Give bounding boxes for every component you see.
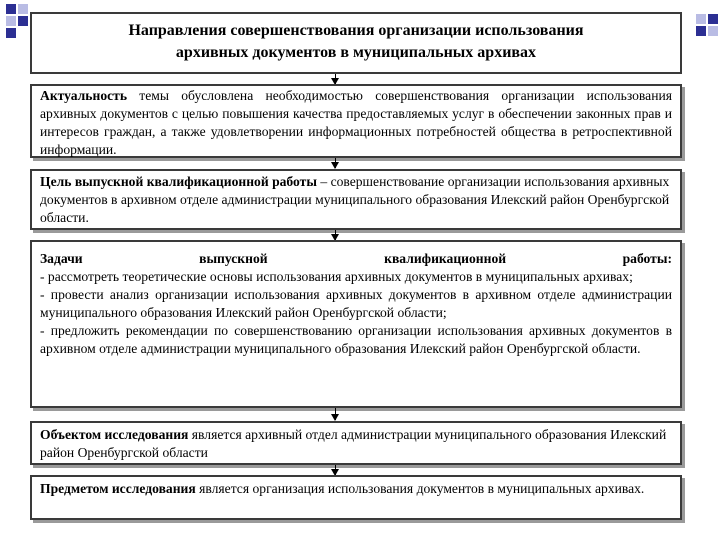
subject-box bbox=[30, 475, 682, 520]
arrow-connector bbox=[335, 74, 336, 84]
corner-square-decor bbox=[696, 14, 706, 24]
object-box bbox=[30, 421, 682, 465]
arrow-connector bbox=[335, 158, 336, 168]
object-text: является архивный отдел администрации муниципального образования Илекский район Оренбургской области bbox=[40, 427, 667, 460]
corner-square-decor bbox=[18, 4, 28, 14]
title-line-1: Направления совершенствования организации использования bbox=[128, 22, 584, 39]
corner-square-decor bbox=[708, 14, 718, 24]
corner-square-decor bbox=[708, 26, 718, 36]
object-lead: Объектом исследования bbox=[40, 427, 189, 442]
goal-text: – совершенствование организации использования архивных документов в архивном отделе администрации муниципального образования Илекский район Оренбургской области. bbox=[40, 174, 670, 225]
subject-text: является организация использования документов в муниципальных архивах. bbox=[195, 481, 645, 496]
tasks-box bbox=[30, 240, 682, 408]
relevance-text: темы обусловлена необходимостью совершенствования организации использования архивных документов с целью повышения качества предоставляемых услуг в обеспечении законных прав и интересов граждан, а также удовлетворении информационных потребностей общества в ретроспективной информации. bbox=[40, 88, 672, 157]
arrow-connector bbox=[335, 230, 336, 240]
relevance-lead: Актуальность bbox=[40, 88, 128, 103]
task-item: - рассмотреть теоретические основы использования архивных документов в муниципальных архивах; bbox=[40, 269, 633, 284]
corner-square-decor bbox=[6, 28, 16, 38]
task-item: - предложить рекомендации по совершенствованию организации использования архивных документов в архивном отделе администрации муниципального образования Илекский район Оренбургской области. bbox=[40, 323, 672, 356]
task-item: - провести анализ организации использования архивных документов в архивном отделе администрации муниципального образования Илекский район Оренбургской области; bbox=[40, 287, 672, 320]
arrow-connector bbox=[335, 465, 336, 475]
corner-square-decor bbox=[6, 4, 16, 14]
diagram-title bbox=[30, 12, 682, 74]
goal-lead: Цель выпускной квалификационной работы bbox=[40, 174, 317, 189]
corner-square-decor bbox=[6, 16, 16, 26]
goal-box bbox=[30, 169, 682, 230]
arrow-connector bbox=[335, 408, 336, 420]
corner-square-decor bbox=[18, 16, 28, 26]
subject-lead: Предметом исследования bbox=[40, 481, 196, 496]
relevance-box bbox=[30, 84, 682, 158]
corner-square-decor bbox=[696, 26, 706, 36]
tasks-lead: Задачи выпускной квалификационной работы: bbox=[40, 251, 672, 266]
title-line-2: архивных документов в муниципальных архивах bbox=[175, 44, 537, 61]
